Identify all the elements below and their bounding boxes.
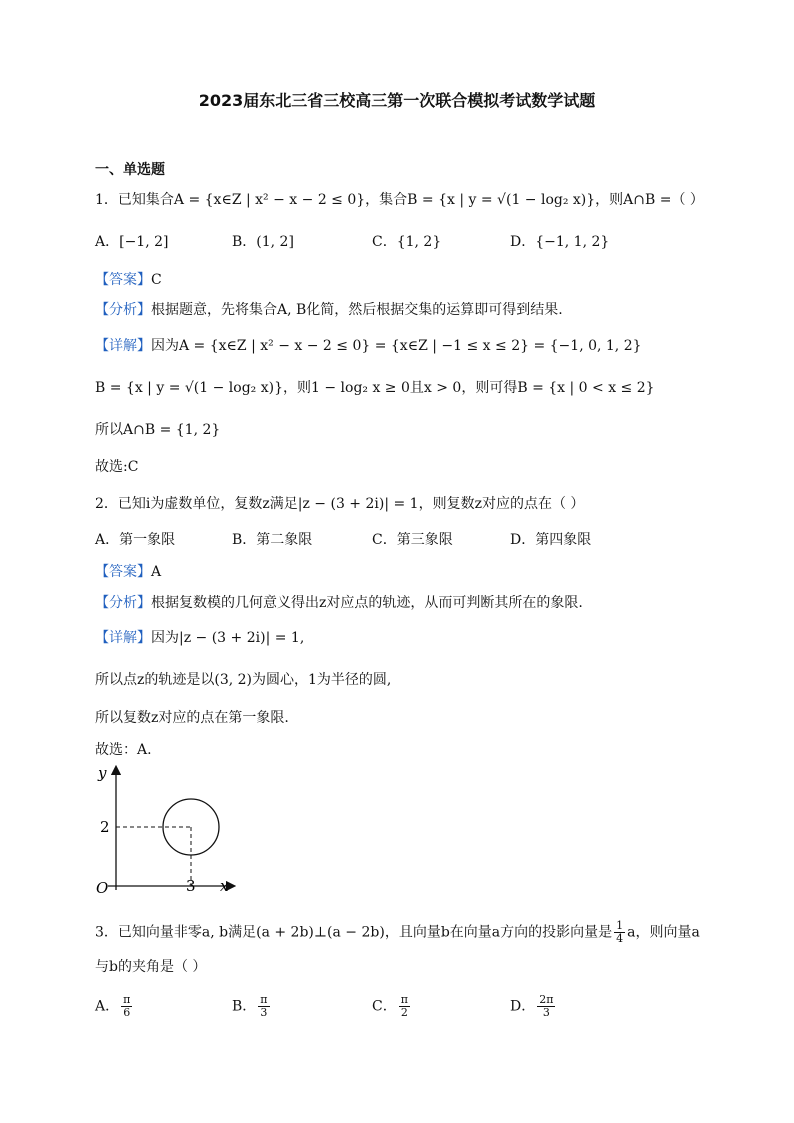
analysis-label: 【分析】 [95,302,151,318]
origin-label: O [96,879,109,897]
q1-detail-line-3: 所以A∩B = {1, 2} [95,422,221,438]
q3-stem-part-2: a，则向量a [627,924,700,941]
q2-option-d: D．第四象限 [510,532,592,548]
fraction-numerator: π [123,993,131,1006]
q1-answer-line [95,270,162,290]
answer-label: 【答案】 [95,272,151,288]
q1-choice: 故选:C [95,459,139,475]
q3-stem-part-1: 3．已知向量非零a, b满足(a + 2b)⊥(a − 2b)，且向量b在向量a方向的投影向量是 [95,924,613,941]
detail-label: 【详解】 [95,338,151,354]
answer-label: 【答案】 [95,564,151,580]
q2-detail-line-1 [95,628,304,648]
circle-figure [86,760,246,905]
y-tick-label: 2 [100,818,110,836]
option-label: D． [510,998,536,1015]
q2-option-b: B．第二象限 [232,532,313,548]
detail-text: 因为A = {x∈Z | x² − x − 2 ≤ 0} = {x∈Z | −1 ≤ x ≤ 2} = {−1, 0, 1, 2} [151,338,642,354]
option-fraction [121,994,132,1019]
fraction-denominator: 6 [123,1006,131,1019]
detail-text: 因为|z − (3 + 2i)| = 1, [151,630,305,646]
option-fraction [537,994,555,1019]
q3-option-d [510,994,557,1019]
q3-option-b [232,994,272,1019]
option-fraction [399,994,410,1019]
fraction-denominator: 3 [542,1006,550,1019]
option-label: A． [95,998,120,1015]
q1-analysis-line [95,300,563,320]
fraction-denominator: 3 [260,1006,268,1019]
option-label: C． [372,998,397,1015]
q2-option-a: A．第一象限 [95,532,176,548]
fraction-numerator: 1 [616,919,624,932]
q2-analysis-line [95,593,583,613]
q2-option-c: C．第三象限 [372,532,453,548]
q2-choice: 故选：A. [95,742,152,758]
fraction-denominator: 2 [400,1006,408,1019]
fraction-denominator: 4 [616,932,624,945]
analysis-label: 【分析】 [95,595,151,611]
q3-fraction [614,920,625,945]
detail-label: 【详解】 [95,630,151,646]
option-fraction [258,994,269,1019]
q3-option-a [95,994,134,1019]
q1-option-b: B．(1, 2] [232,234,294,250]
fraction-numerator: π [400,993,408,1006]
q3-stem-line-1 [95,920,700,945]
analysis-text: 根据题意，先将集合A, B化简，然后根据交集的运算即可得到结果. [151,302,563,318]
q1-detail-line-2: B = {x | y = √(1 − log₂ x)}，则1 − log₂ x ≥ 0且x > 0，则可得B = {x | 0 < x ≤ 2} [95,380,655,396]
q3-option-c [372,994,412,1019]
analysis-text: 根据复数模的几何意义得出z对应点的轨迹，从而可判断其所在的象限. [151,595,583,611]
q1-option-c: C．{1, 2} [372,234,442,250]
q1-option-a: A．[−1, 2] [95,234,169,250]
section-heading: 一、单选题 [95,162,165,178]
q2-answer-line [95,562,161,582]
answer-value: A [151,564,162,580]
q1-option-d: D．{−1, 1, 2} [510,234,610,250]
q1-stem: 1．已知集合A = {x∈Z | x² − x − 2 ≤ 0}，集合B = {x | y = √(1 − log₂ x)}，则A∩B =（ ） [95,192,704,208]
option-label: B． [232,998,257,1015]
fraction-numerator: π [260,993,268,1006]
y-axis-label: y [98,764,107,782]
q2-detail-line-2: 所以点z的轨迹是以(3, 2)为圆心，1为半径的圆, [95,672,392,688]
q2-stem: 2．已知i为虚数单位，复数z满足|z − (3 + 2i)| = 1，则复数z对应的点在（ ） [95,496,585,512]
q2-detail-line-3: 所以复数z对应的点在第一象限. [95,710,289,726]
q1-detail-line-1 [95,336,642,356]
answer-value: C [151,272,162,288]
q3-stem-line-2: 与b的夹角是（ ） [95,959,207,975]
x-tick-label: 3 [186,877,196,895]
x-axis-label: x [220,877,229,895]
page-title: 2023届东北三省三校高三第一次联合模拟考试数学试题 [198,91,596,110]
fraction-numerator: 2π [539,993,554,1006]
